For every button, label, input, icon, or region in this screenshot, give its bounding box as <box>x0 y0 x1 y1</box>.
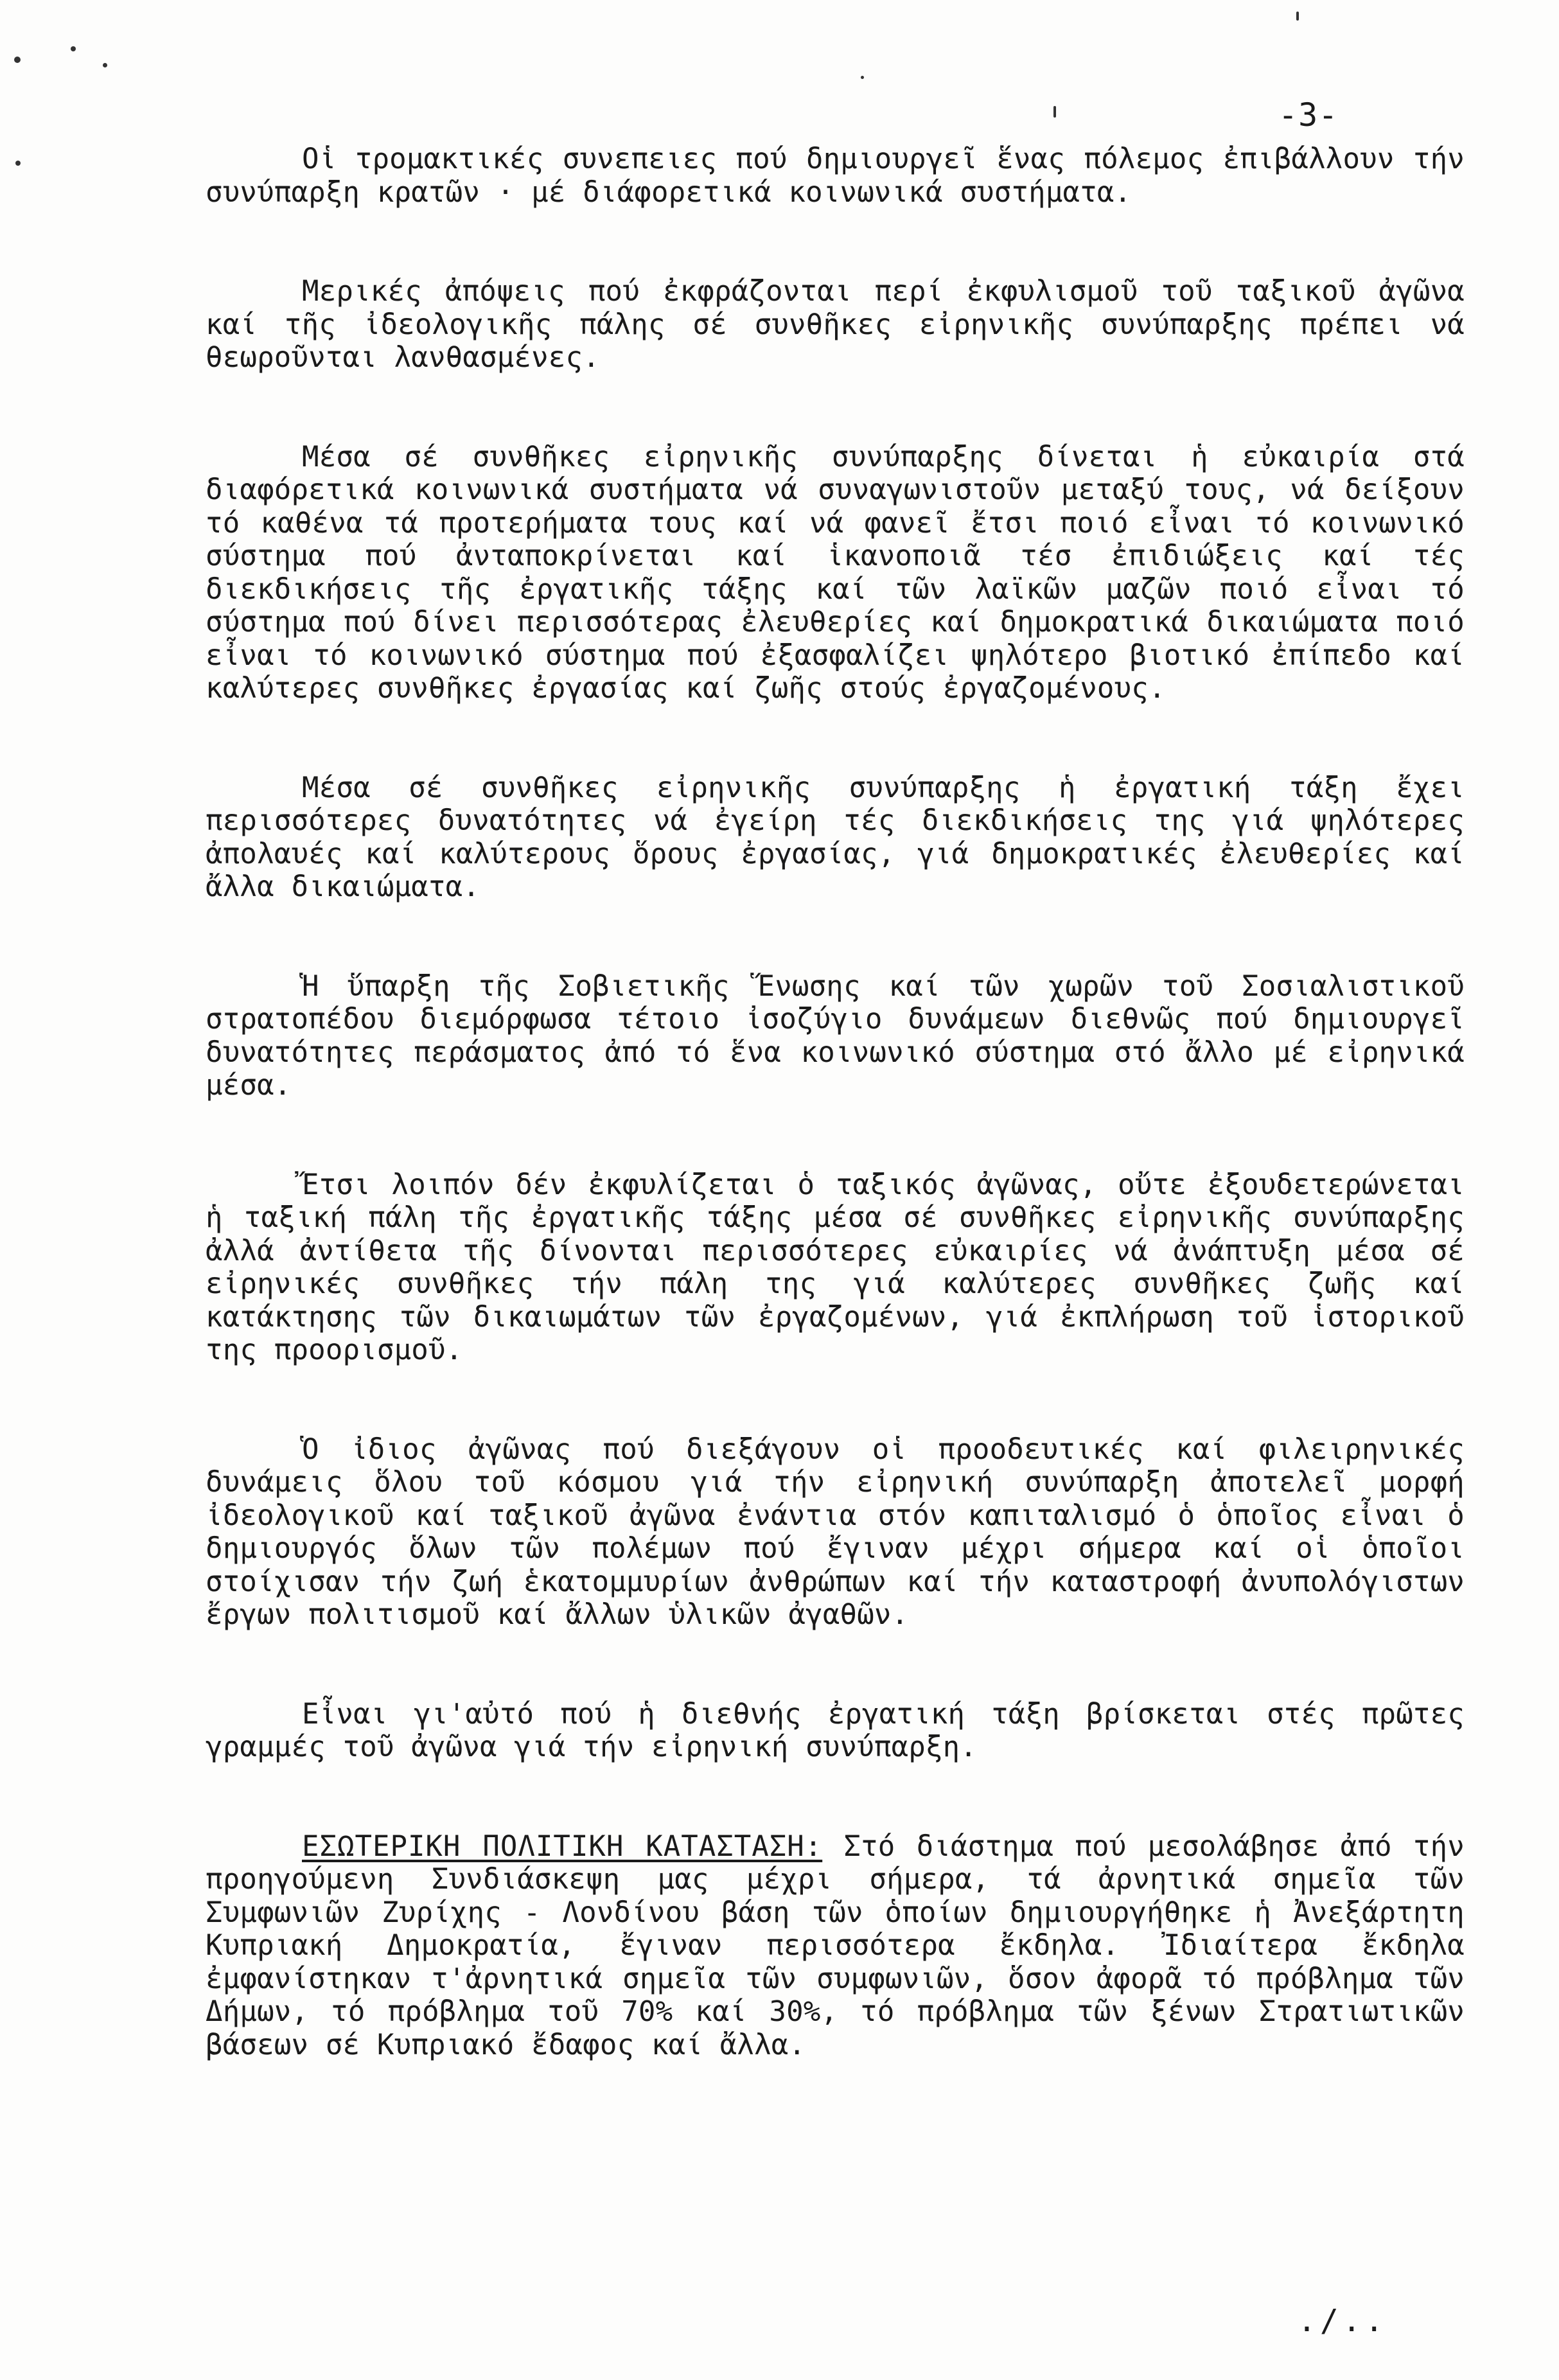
scan-speck <box>103 63 107 67</box>
paragraph: Μέσα σέ συνθῆκες εἰρηνικῆς συνύπαρξης δίνεται ἡ εὐκαιρία στά διαφόρετικά κοινωνικά συστήματα νά συναγωνιστοῦν μεταξύ τους, νά δείξουν τό καθένα τά προτερήματα τους καί νά φανεῖ ἔτσι ποιό εἶναι τό κοινωνικό σύστημα πού ἀνταποκρίνεται καί ἱκανοποιᾶ τέσ ἐπιδιώξεις καί τές διεκδικήσεις τῆς ἐργατικῆς τάξης καί τῶν λαϊκῶν μαζῶν ποιό εἶναι τό σύστημα πού δίνει περισσότερας ἐλευθερίες καί δημοκρατικά δικαιώματα ποιό εἶναι τό κοινωνικό σύστημα πού ἐξασφαλίζει ψηλότερο βιοτικό ἐπίπεδο καί καλύτερες συνθῆκες ἐργασίας καί ζωῆς στούς ἐργαζομένους. <box>206 440 1465 705</box>
paragraph: Μέσα σέ συνθῆκες εἰρηνικῆς συνύπαρξης ἡ ἐργατική τάξη ἔχει περισσότερες δυνατότητες νά ἐγείρη τές διεκδικήσεις της γιά ψηλότερες ἀπολαυές καί καλύτερους ὅρους ἐργασίας, γιά δημοκρατικές ἐλευθερίες καί ἄλλα δικαιώματα. <box>206 771 1465 903</box>
paragraph: Ἡ ὕπαρξη τῆς Σοβιετικῆς Ἕνωσης καί τῶν χωρῶν τοῦ Σοσιαλιστικοῦ στρατοπέδου διεμόρφωσα τέτοιο ἰσοζύγιο δυνάμεων διεθνῶς πού δημιουργεῖ δυνατότητες περάσματος ἀπό τό ἕνα κοινωνικό σύστημα στό ἄλλο μέ εἰρηνικά μέσα. <box>206 969 1465 1102</box>
scan-speck <box>1296 12 1299 21</box>
paragraph: Μερικές ἀπόψεις πού ἐκφράζονται περί ἐκφυλισμοῦ τοῦ ταξικοῦ ἀγῶνα καί τῆς ἰδεολογικῆς πάλης σέ συνθῆκες εἰρηνικῆς συνύπαρξης πρέπει νά θεωροῦνται λανθασμένες. <box>206 275 1465 374</box>
paragraph: Ὁ ἰδιος ἀγῶνας πού διεξάγουν οἱ προοδευτικές καί φιλειρηνικές δυνάμεις ὅλου τοῦ κόσμου γιά τήν εἰρηνική συνύπαρξη ἀποτελεῖ μορφή ἰδεολογικοῦ καί ταξικοῦ ἀγῶνα ἐνάντια στόν καπιταλισμό ὁ ὁποῖος εἶναι ὁ δημιουργός ὅλων τῶν πολέμων πού ἔγιναν μέχρι σήμερα καί οἱ ὁποῖοι στοίχισαν τήν ζωή ἑκατομμυρίων ἀνθρώπων καί τήν καταστροφή ἀνυπολόγιστων ἔργων πολιτισμοῦ καί ἄλλων ὑλικῶν ἀγαθῶν. <box>206 1432 1465 1631</box>
section-paragraph <box>206 1830 1465 2062</box>
paragraph: Οἱ τρομακτικές συνεπειες πού δημιουργεῖ ἕνας πόλεμος ἐπιβάλλουν τήν συνύπαρξη κρατῶν · μέ διάφορετικά κοινωνικά συστήματα. <box>206 143 1465 209</box>
page-number: -3- <box>1278 96 1339 134</box>
scan-speck <box>14 57 21 63</box>
paragraph: Εἶναι γι'αὐτό πού ἡ διεθνής ἐργατική τάξη βρίσκεται στές πρῶτες γραμμές τοῦ ἀγῶνα γιά τήν εἰρηνική συνύπαρξη. <box>206 1697 1465 1763</box>
document-body <box>206 143 1465 2128</box>
scan-speck <box>1053 106 1056 118</box>
scan-speck <box>15 161 21 166</box>
section-heading: ΕΣΩΤΕΡΙΚΗ ΠΟΛΙΤΙΚΗ ΚΑΤΑΣΤΑΣΗ: <box>302 1829 823 1863</box>
continuation-mark: ./.. <box>1298 2303 1387 2339</box>
paragraph: Ἔτσι λοιπόν δέν ἐκφυλίζεται ὁ ταξικός ἀγῶνας, οὔτε ἐξουδετερώνεται ἡ ταξική πάλη τῆς ἐργατικῆς τάξης μέσα σέ συνθῆκες εἰρηνικῆς συνύπαρξης ἀλλά ἀντίθετα τῆς δίνονται περισσότερες εὐκαιρίες νά ἀνάπτυξη μέσα σέ εἰρηνικές συνθῆκες τήν πάλη της γιά καλύτερες συνθῆκες ζωῆς καί κατάκτησης τῶν δικαιωμάτων τῶν ἐργαζομένων, γιά ἐκπλήρωση τοῦ ἱστορικοῦ της προορισμοῦ. <box>206 1168 1465 1366</box>
scan-speck <box>71 46 76 51</box>
section-text: Στό διάστημα πού μεσολάβησε ἀπό τήν προηγούμενη Συνδιάσκεψη μας μέχρι σήμερα, τά ἀρνητικά σημεῖα τῶν Συμφωνιῶν Ζυρίχης - Λονδίνου βάση τῶν ὁποίων δημιουργήθηκε ἡ Ἀνεξάρτητη Κυπριακή Δημοκρατία, ἔγιναν περισσότερα ἔκδηλα. Ἰδιαίτερα ἔκδηλα ἐμφανίστηκαν τ'ἀρνητικά σημεῖα τῶν συμφωνιῶν, ὅσον ἀφορᾶ τό πρόβλημα τῶν Δήμων, τό πρόβλημα τοῦ 70% καί 30%, τό πρόβλημα τῶν ξένων Στρατιωτικῶν βάσεων σέ Κυπριακό ἔδαφος καί ἄλλα. <box>206 1829 1465 2061</box>
scan-speck <box>861 76 864 79</box>
